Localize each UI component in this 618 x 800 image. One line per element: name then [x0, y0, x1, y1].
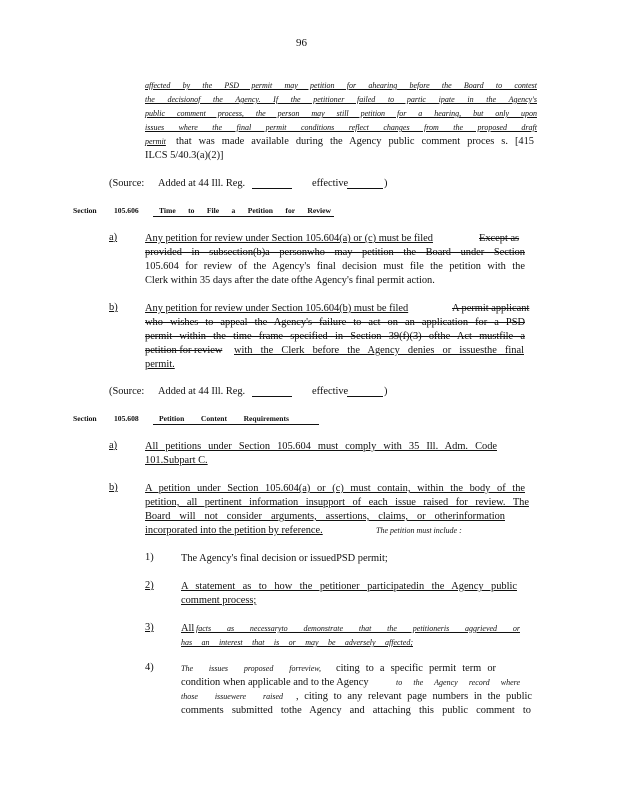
top-line: the decisionof the Agency. If the petitioner failed to partic ipate in the Agency's	[145, 95, 537, 104]
italic-text: has an interest that is or may be adversely affected;	[181, 638, 413, 647]
source-effective: effective	[312, 386, 349, 397]
source-effective: effective	[312, 178, 349, 189]
section-number: 105.606	[114, 206, 139, 215]
blank-line	[252, 396, 292, 397]
text-line: Board will not consider arguments, assertions, claims, or otherinformation	[145, 511, 505, 522]
heading-underline	[153, 216, 334, 217]
text-line: Any petition for review under Section 105.604(b) must be filed	[145, 303, 409, 314]
text-line: Clerk within 35 days after the date ofthe Agency's final permit action.	[145, 275, 435, 286]
italic-text: those issuewere raised	[181, 692, 283, 701]
blank-line	[347, 396, 383, 397]
text-line: Any petition for review under Section 105.604(a) or (c) must be filed	[145, 233, 433, 244]
text-line: petition, all pertinent information insupport of each issue raised for review. The	[145, 497, 529, 508]
section-number: 105.608	[114, 414, 139, 423]
italic-text: The petition must include :	[376, 526, 462, 535]
list-marker: 4)	[145, 662, 154, 673]
top-line: affected by the PSD permit may petition for ahearing before the Board to contest	[145, 81, 537, 90]
text-line: incorporated into the petition by reference.	[145, 525, 323, 536]
source-added: Added at 44 Ill. Reg.	[158, 386, 246, 397]
source-close: )	[384, 386, 388, 397]
deleted-text: Except as	[479, 233, 520, 244]
list-text: A statement as to how the petitioner participatedin the Agency public	[181, 581, 517, 592]
list-text: comments submitted tothe Agency and attaching this public comment to	[181, 705, 531, 716]
text-line: A petition under Section 105.604(a) or (c) must contain, within the body of the	[145, 483, 525, 494]
list-text: comment process;	[181, 595, 257, 606]
text-line: with the Clerk before the Agency denies or issuesthe final	[234, 345, 524, 356]
heading-underline	[153, 424, 319, 425]
top-line: permit	[145, 137, 166, 146]
subsection-marker: a)	[109, 232, 118, 243]
deleted-text: provided in subsection(b)a personwho may petition the Board under Section	[145, 247, 525, 258]
subsection-marker: a)	[109, 440, 118, 451]
top-line: issues where the final permit conditions reflect changes from the proposed draft	[145, 123, 537, 132]
top-line: public comment process, the person may still petition for a hearing, but only upon	[145, 109, 537, 118]
italic-text: The issues proposed forreview,	[181, 664, 321, 673]
section-label: Section	[73, 206, 97, 215]
deleted-text: A permit applicant	[452, 303, 530, 314]
section-title: Time to File a Petition for Review	[159, 206, 331, 215]
text-line: 105.604 for review of the Agency's final decision must file the petition with the	[145, 261, 525, 272]
deleted-text: permit within the time frame specified in Section 39(f)(3) ofthe Act mustfile a	[145, 331, 525, 342]
text-line: All petitions under Section 105.604 must comply with 35 Ill. Adm. Code	[145, 441, 497, 452]
list-text: , citing to any relevant page numbers in the public	[296, 691, 532, 702]
top-line: that was made available during the Agency public comment proces s. [415	[176, 136, 534, 147]
text-line: 101.Subpart C.	[145, 455, 208, 466]
blank-line	[347, 188, 383, 189]
italic-text: facts as necessaryto demonstrate that the petitioneris aggrieved or	[196, 624, 520, 633]
top-line: ILCS 5/40.3(a)(2)]	[145, 150, 224, 161]
section-title: Petition Content Requirements	[159, 414, 289, 423]
deleted-text: petition for review	[145, 345, 223, 356]
list-marker: 2)	[145, 580, 154, 591]
source-prefix: (Source:	[109, 178, 145, 189]
blank-line	[252, 188, 292, 189]
list-marker: 3)	[145, 622, 154, 633]
source-close: )	[384, 178, 388, 189]
italic-text: to the Agency record where	[396, 678, 520, 687]
source-added: Added at 44 Ill. Reg.	[158, 178, 246, 189]
subsection-marker: b)	[109, 302, 118, 313]
deleted-text: who wishes to appeal the Agency's failure to act on an application for a PSD	[145, 317, 525, 328]
list-text: The Agency's final decision or issuedPSD permit;	[181, 553, 388, 564]
page-number: 96	[296, 37, 307, 49]
section-label: Section	[73, 414, 97, 423]
source-prefix: (Source:	[109, 386, 145, 397]
list-text: citing to a specific permit term or	[336, 663, 496, 674]
list-marker: 1)	[145, 552, 154, 563]
subsection-marker: b)	[109, 482, 118, 493]
list-text: condition when applicable and to the Agency	[181, 677, 369, 688]
list-text: All	[181, 623, 195, 634]
text-line: permit.	[145, 359, 175, 370]
